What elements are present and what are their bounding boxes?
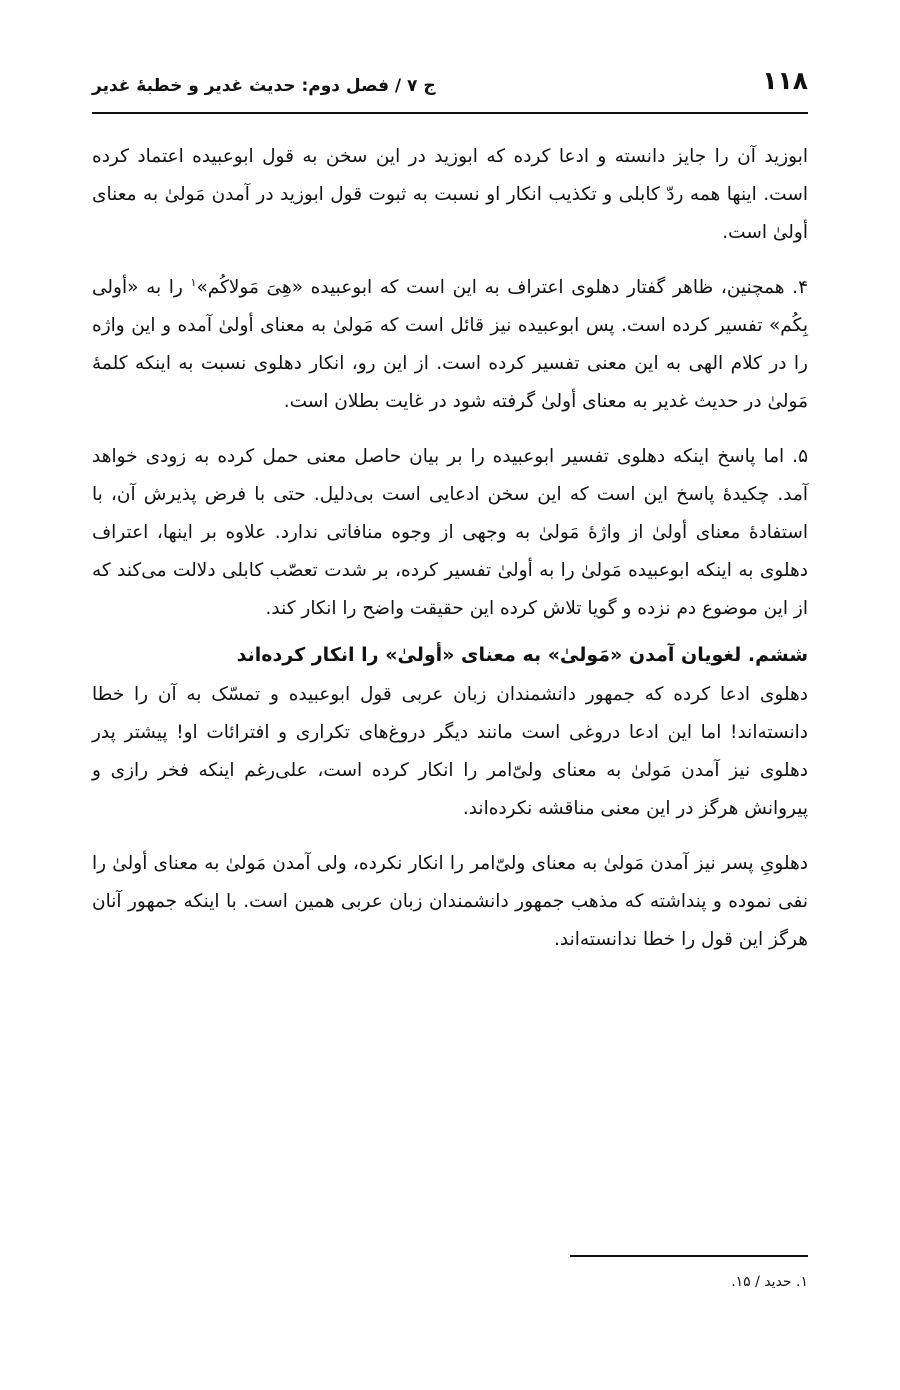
paragraph-1: ابوزید آن را جایز دانسته و ادعا کرده که ابوزید در این سخن به قول ابوعبیده اعتماد کرده است. اینها همه ردّ کابلی و تکذیب انکار او نسبت به ثبوت قول ابوزید در آمدن مَولیٰ به معنای أولیٰ است. — [92, 146, 808, 243]
footnote-reference[interactable]: ۱ — [190, 275, 197, 289]
page-number: ۱۱۸ — [762, 66, 808, 95]
paragraph-4: دهلوی ادعا کرده که جمهور دانشمندان زبان عربی قول ابوعبیده و تمسّک به آن را خطا دانسته‌اند! اما این ادعا دروغی است مانند دیگر دروغ‌های تکراری و افترائات او! پیشتر پدر دهلوی نیز آمدن مَولیٰ به معنای ولیّ‌امر را انکار کرده است، علی‌رغم اینکه فخر رازی و پیروانش هرگز در این معنی مناقشه نکرده‌اند. — [92, 684, 808, 819]
book-page — [92, 60, 808, 976]
footnote-divider — [570, 1255, 808, 1257]
paragraph-2 — [92, 269, 808, 421]
paragraph-2-start: ۴. همچنین، ظاهر گفتار دهلوی اعتراف به این است که ابوعبیده «هِیَ مَولاکُم» — [196, 277, 808, 298]
paragraph-3: ۵. اما پاسخ اینکه دهلوی تفسیر ابوعبیده را بر بیان حاصل معنی حمل کرده به زودی خواهد آمد. چکیدهٔ پاسخ این است که این سخن ادعایی است بی‌دلیل. حتی با فرض پذیرش آن، با استفادهٔ معنای أولیٰ از واژهٔ مَولیٰ به وجهی از وجوه منافاتی ندارد. علاوه بر اینها، اعتراف دهلوی به اینکه ابوعبیده مَولیٰ را به أولیٰ تفسیر کرده، بر شدت تعصّب کابلی دلالت می‌کند که از این موضوع دم نزده و گویا تلاش کرده این حقیقت واضح را انکار کند. — [92, 446, 808, 619]
running-title: ج ۷ / فصل دوم: حدیث غدیر و خطبهٔ غدیر — [92, 76, 436, 96]
body-text — [92, 138, 808, 959]
page-header — [92, 60, 808, 114]
section-heading: ششم. لغویان آمدن «مَولیٰ» به معنای «أولیٰ» را انکار کرده‌اند — [236, 644, 808, 666]
footnote: ۱. حدید / ۱۵. — [731, 1274, 808, 1290]
paragraph-2-end: را به «أولی بِکُم» تفسیر کرده است. پس ابوعبیده نیز قائل است که مَولیٰ به معنای أولیٰ آمده و این واژه را در کلام الهی به این معنی تفسیر کرده است. از این رو، انکار دهلوی نسبت به اینکه کلمهٔ مَولیٰ در حدیث غدیر به معنای أولیٰ گرفته شود در غایت بطلان است. — [92, 277, 808, 412]
paragraph-5: دهلویِ پسر نیز آمدن مَولیٰ به معنای ولیّ‌امر را انکار نکرده، ولی آمدن مَولیٰ به معنای أولیٰ را نفی نموده و پنداشته که مذهب جمهور دانشمندان زبان عربی همین است. با اینکه جمهور آنان هرگز این قول را خطا ندانسته‌اند. — [92, 853, 808, 950]
